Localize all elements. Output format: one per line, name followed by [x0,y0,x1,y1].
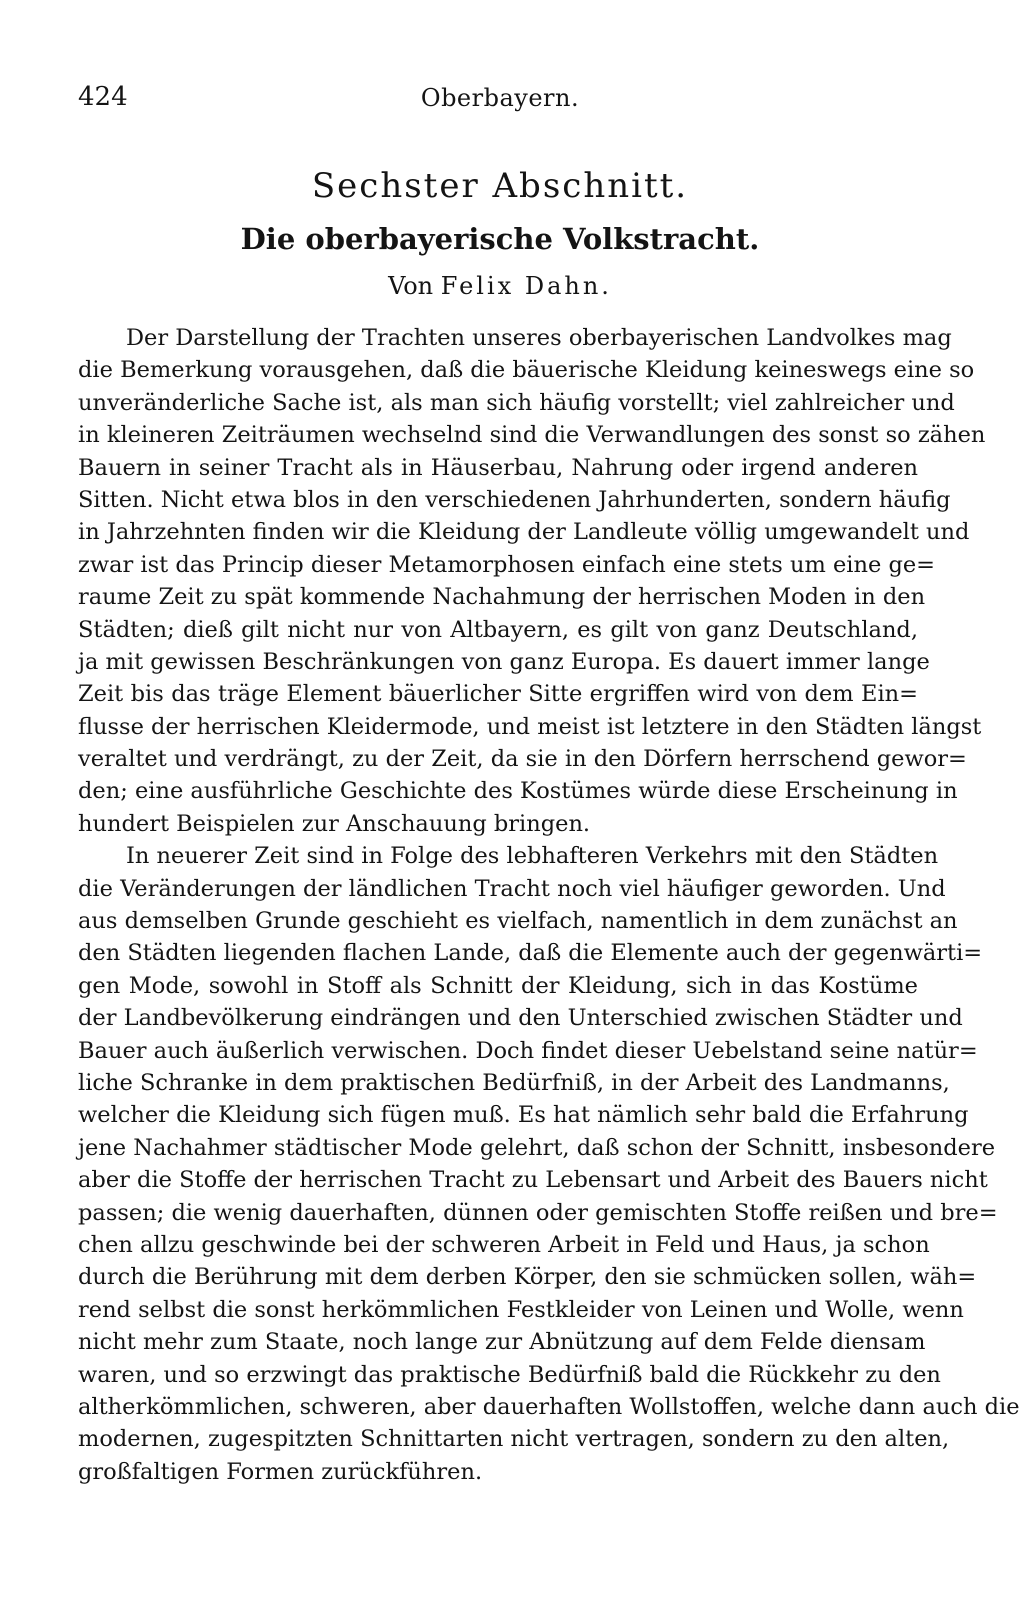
byline-prefix: Von [388,272,434,300]
text-line: Sitten. Nicht etwa blos in den verschiedenen Jahrhunderten, sondern häufig [78,486,951,513]
text-line: Zeit bis das träge Element bäuerlicher Sitte ergriffen wird von dem Ein= [78,681,918,708]
byline [0,272,1000,300]
page-number: 424 [78,82,128,112]
text-line: die Bemerkung vorausgehen, daß die bäuerische Kleidung keineswegs eine so [78,357,975,384]
text-line: raume Zeit zu spät kommende Nachahmung der herrischen Moden in den [78,584,926,611]
text-line: aus demselben Grunde geschieht es vielfach, namentlich in dem zunächst an [78,908,958,935]
text-line: der Landbevölkerung eindrängen und den Unterschied zwischen Städter und [78,1005,963,1032]
text-line: nicht mehr zum Staate, noch lange zur Abnützung auf dem Felde diensam [78,1329,926,1356]
text-line: Bauer auch äußerlich verwischen. Doch findet dieser Uebelstand seine natür= [78,1037,978,1064]
text-line: Städten; dieß gilt nicht nur von Altbayern, es gilt von ganz Deutschland, [78,616,918,643]
body-text [78,322,1020,1488]
text-line: ja mit gewissen Beschränkungen von ganz Europa. Es dauert immer lange [78,648,930,675]
text-line: unveränderliche Sache ist, als man sich häufig vorstellt; viel zahlreicher und [78,389,955,416]
text-line: flusse der herrischen Kleidermode, und meist ist letztere in den Städten längst [78,713,982,740]
text-line: modernen, zugespitzten Schnittarten nicht vertragen, sondern zu den alten, [78,1426,950,1453]
text-line: passen; die wenig dauerhaften, dünnen oder gemischten Stoffe reißen und bre= [78,1199,998,1226]
text-line: altherkömmlichen, schweren, aber dauerhaften Wollstoffen, welche dann auch die [78,1393,1020,1420]
text-line: den; eine ausführliche Geschichte des Kostümes würde diese Erscheinung in [78,778,958,805]
text-line: jene Nachahmer städtischer Mode gelehrt, daß schon der Schnitt, insbesondere [78,1134,996,1161]
text-line: rend selbst die sonst herkömmlichen Festkleider von Leinen und Wolle, wenn [78,1296,964,1323]
text-line: den Städten liegenden flachen Lande, daß die Elemente auch der gegenwärti= [78,940,983,967]
section-title: Sechster Abschnitt. [311,166,689,206]
author-name: Felix Dahn. [440,272,612,300]
text-line: Der Darstellung der Trachten unseres oberbayerischen Landvolkes mag [126,325,952,351]
running-head: Oberbayern. [420,84,580,112]
text-line: in Jahrzehnten finden wir die Kleidung der Landleute völlig umgewandelt und [78,519,970,546]
text-line: die Veränderungen der ländlichen Tracht noch viel häufiger geworden. Und [78,875,946,902]
chapter-title: Die oberbayerische Volkstracht. [240,222,760,256]
text-line: aber die Stoffe der herrischen Tracht zu Lebensart und Arbeit des Bauers nicht [78,1167,988,1194]
text-line: durch die Berührung mit dem derben Körper, den sie schmücken sollen, wäh= [78,1264,977,1291]
text-line: hundert Beispielen zur Anschauung bringen. [78,810,591,837]
text-line: großfaltigen Formen zurückführen. [78,1458,483,1485]
text-line: in kleineren Zeiträumen wechselnd sind die Verwandlungen des sonst so zähen [78,422,986,449]
text-line: welcher die Kleidung sich fügen muß. Es hat nämlich sehr bald die Erfahrung [78,1102,969,1129]
text-line: chen allzu geschwinde bei der schweren Arbeit in Feld und Haus, ja schon [78,1231,930,1258]
text-line: Bauern in seiner Tracht als in Häuserbau, Nahrung oder irgend anderen [78,454,918,481]
text-line: waren, und so erzwingt das praktische Bedürfniß bald die Rückkehr zu den [78,1361,941,1388]
text-line: zwar ist das Princip dieser Metamorphosen einfach eine stets um eine ge= [78,551,936,578]
text-line: gen Mode, sowohl in Stoff als Schnitt der Kleidung, sich in das Kostüme [78,972,918,999]
text-line: liche Schranke in dem praktischen Bedürfniß, in der Arbeit des Landmanns, [78,1069,950,1096]
text-line: In neuerer Zeit sind in Folge des lebhafteren Verkehrs mit den Städten [126,843,939,870]
text-line: veraltet und verdrängt, zu der Zeit, da sie in den Dörfern herrschend gewor= [78,746,967,773]
